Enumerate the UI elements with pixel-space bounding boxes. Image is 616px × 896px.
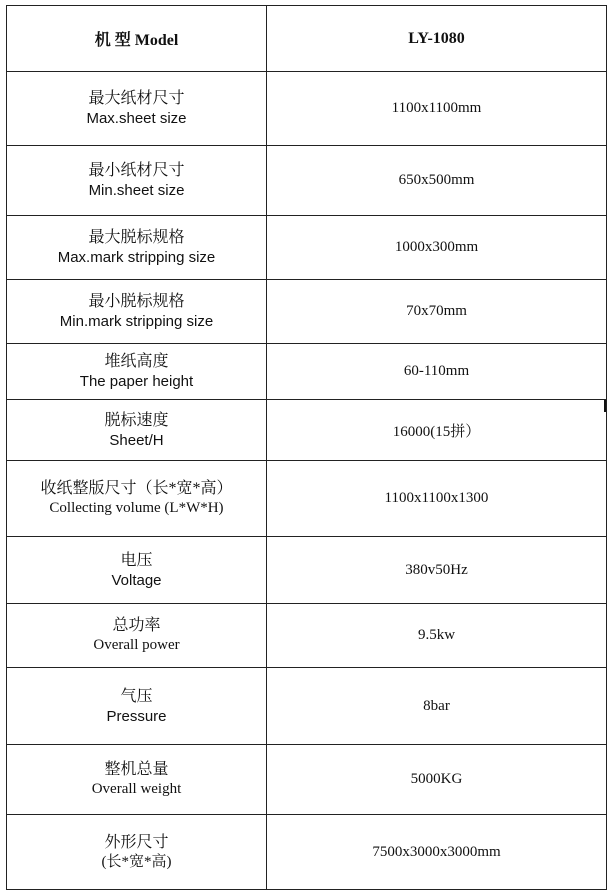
spec-label-en: Voltage xyxy=(111,571,162,589)
table-row xyxy=(7,400,607,461)
spec-label-en: (长*宽*高) xyxy=(101,853,172,870)
spec-label-en: Overall weight xyxy=(91,781,182,797)
spec-label-en: Max.sheet size xyxy=(86,110,187,127)
spec-value: 70x70mm xyxy=(267,280,607,344)
spec-label-zh: 收纸整版尺寸（长*宽*高） xyxy=(40,480,233,497)
spec-label-cell xyxy=(7,604,267,668)
table-row xyxy=(7,72,607,146)
spec-label-zh: 电压 xyxy=(120,551,153,569)
spec-table xyxy=(6,5,607,890)
spec-value: 1000x300mm xyxy=(267,216,607,280)
spec-label-en: Max.mark stripping size xyxy=(57,249,216,266)
table-row xyxy=(7,461,607,537)
spec-label-zh: 堆纸高度 xyxy=(104,353,169,370)
spec-label-zh: 气压 xyxy=(120,687,153,705)
table-row xyxy=(7,745,607,815)
spec-label-zh: 最大纸材尺寸 xyxy=(88,90,185,107)
spec-value: 1100x1100x1300 xyxy=(267,461,607,537)
spec-label-cell xyxy=(7,400,267,461)
spec-label-en: Min.sheet size xyxy=(88,182,185,199)
table-row xyxy=(7,604,607,668)
spec-value: 650x500mm xyxy=(267,146,607,216)
spec-label-cell xyxy=(7,815,267,890)
spec-label-zh: 整机总量 xyxy=(104,761,169,778)
spec-value: 380v50Hz xyxy=(267,537,607,604)
spec-label-cell xyxy=(7,216,267,280)
spec-label-cell xyxy=(7,668,267,745)
spec-value: 5000KG xyxy=(267,745,607,815)
spec-label-en: The paper height xyxy=(79,373,194,390)
model-value-cell xyxy=(267,6,607,72)
table-row xyxy=(7,537,607,604)
model-value: LY-1080 xyxy=(408,29,465,47)
spec-value: 60-110mm xyxy=(267,344,607,400)
model-label-cell xyxy=(7,6,267,72)
spec-value: 9.5kw xyxy=(267,604,607,668)
spec-label-cell xyxy=(7,537,267,604)
spec-label-zh: 最小脱标规格 xyxy=(88,293,185,310)
spec-label-zh: 脱标速度 xyxy=(104,411,169,429)
spec-label-en: Collecting volume (L*W*H) xyxy=(49,500,224,516)
spec-label-cell xyxy=(7,146,267,216)
edge-tick-mark xyxy=(604,400,606,412)
spec-label-cell xyxy=(7,72,267,146)
table-row xyxy=(7,146,607,216)
spec-value: 7500x3000x3000mm xyxy=(267,815,607,890)
spec-value: 1100x1100mm xyxy=(267,72,607,146)
spec-label-cell xyxy=(7,280,267,344)
table-header-row xyxy=(7,6,607,72)
spec-value: 16000(15拼） xyxy=(267,400,607,461)
spec-label-en: Sheet/H xyxy=(109,431,164,449)
spec-label-zh: 总功率 xyxy=(112,617,161,634)
spec-label-zh: 外形尺寸 xyxy=(104,833,169,851)
spec-label-zh: 最大脱标规格 xyxy=(88,229,185,246)
spec-label-zh: 最小纸材尺寸 xyxy=(88,162,185,179)
table-row xyxy=(7,668,607,745)
table-row xyxy=(7,815,607,890)
spec-label-en: Pressure xyxy=(106,707,167,725)
table-row xyxy=(7,216,607,280)
spec-label-cell xyxy=(7,745,267,815)
model-label: 机 型 Model xyxy=(94,32,179,49)
spec-label-cell xyxy=(7,344,267,400)
spec-label-en: Overall power xyxy=(93,637,180,653)
spec-label-en: Min.mark stripping size xyxy=(59,313,214,330)
spec-label-cell xyxy=(7,461,267,537)
table-row xyxy=(7,344,607,400)
table-row xyxy=(7,280,607,344)
spec-value: 8bar xyxy=(267,668,607,745)
